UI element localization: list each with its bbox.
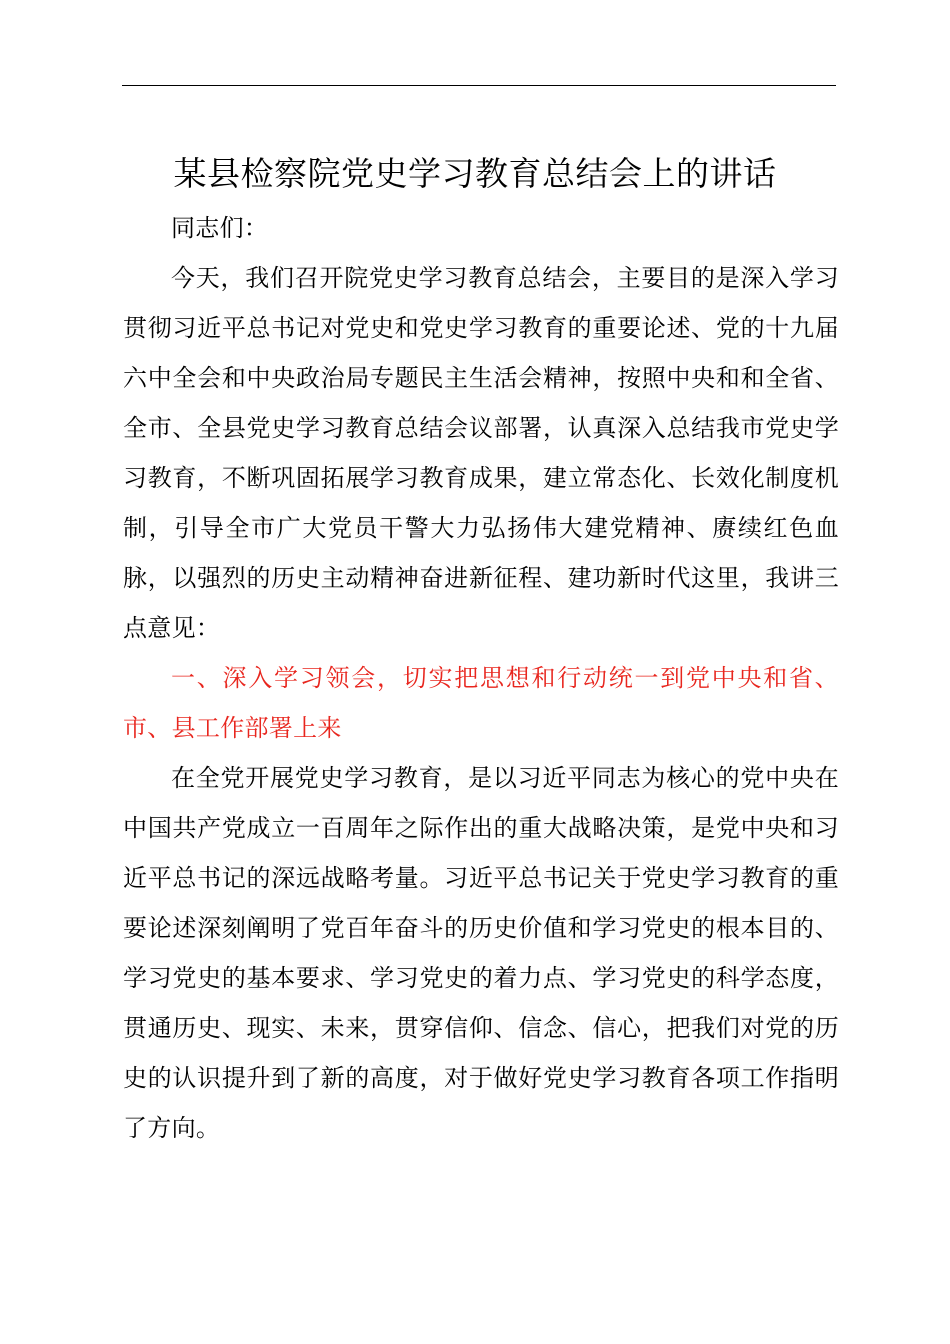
header-rule [122, 85, 836, 86]
document-title: 某县检察院党史学习教育总结会上的讲话 [173, 154, 777, 193]
paragraph-section-1: 在全党开展党史学习教育，是以习近平同志为核心的党中央在中国共产党成立一百周年之际作出的重大战略决策，是党中央和习近平总书记的深远战略考量。习近平总书记关于党史学习教育的重要论述深刻阐明了党百年奋斗的历史价值和学习党史的根本目的、学习党史的基本要求、学习党史的着力点、学习党史的科学态度，贯通历史、现实、未来，贯穿信仰、信念、信心，把我们对党的历史的认识提升到了新的高度，对于做好党史学习教育各项工作指明了方向。 [123, 764, 839, 1142]
paragraph-intro: 今天，我们召开院党史学习教育总结会，主要目的是深入学习贯彻习近平总书记对党史和党史学习教育的重要论述、党的十九届六中全会和中央政治局专题民主生活会精神，按照中央和和全省、全市、全县党史学习教育总结会议部署，认真深入总结我市党史学习教育，不断巩固拓展学习教育成果，建立常态化、长效化制度机制，引导全市广大党员干警大力弘扬伟大建党精神、赓续红色血脉，以强烈的历史主动精神奋进新征程、建功新时代这里，我讲三点意见： [123, 264, 839, 642]
greeting: 同志们： [171, 214, 269, 242]
section-heading-1: 一、深入学习领会，切实把思想和行动统一到党中央和省、市、县工作部署上来 [123, 664, 839, 742]
document-body [123, 203, 839, 1153]
